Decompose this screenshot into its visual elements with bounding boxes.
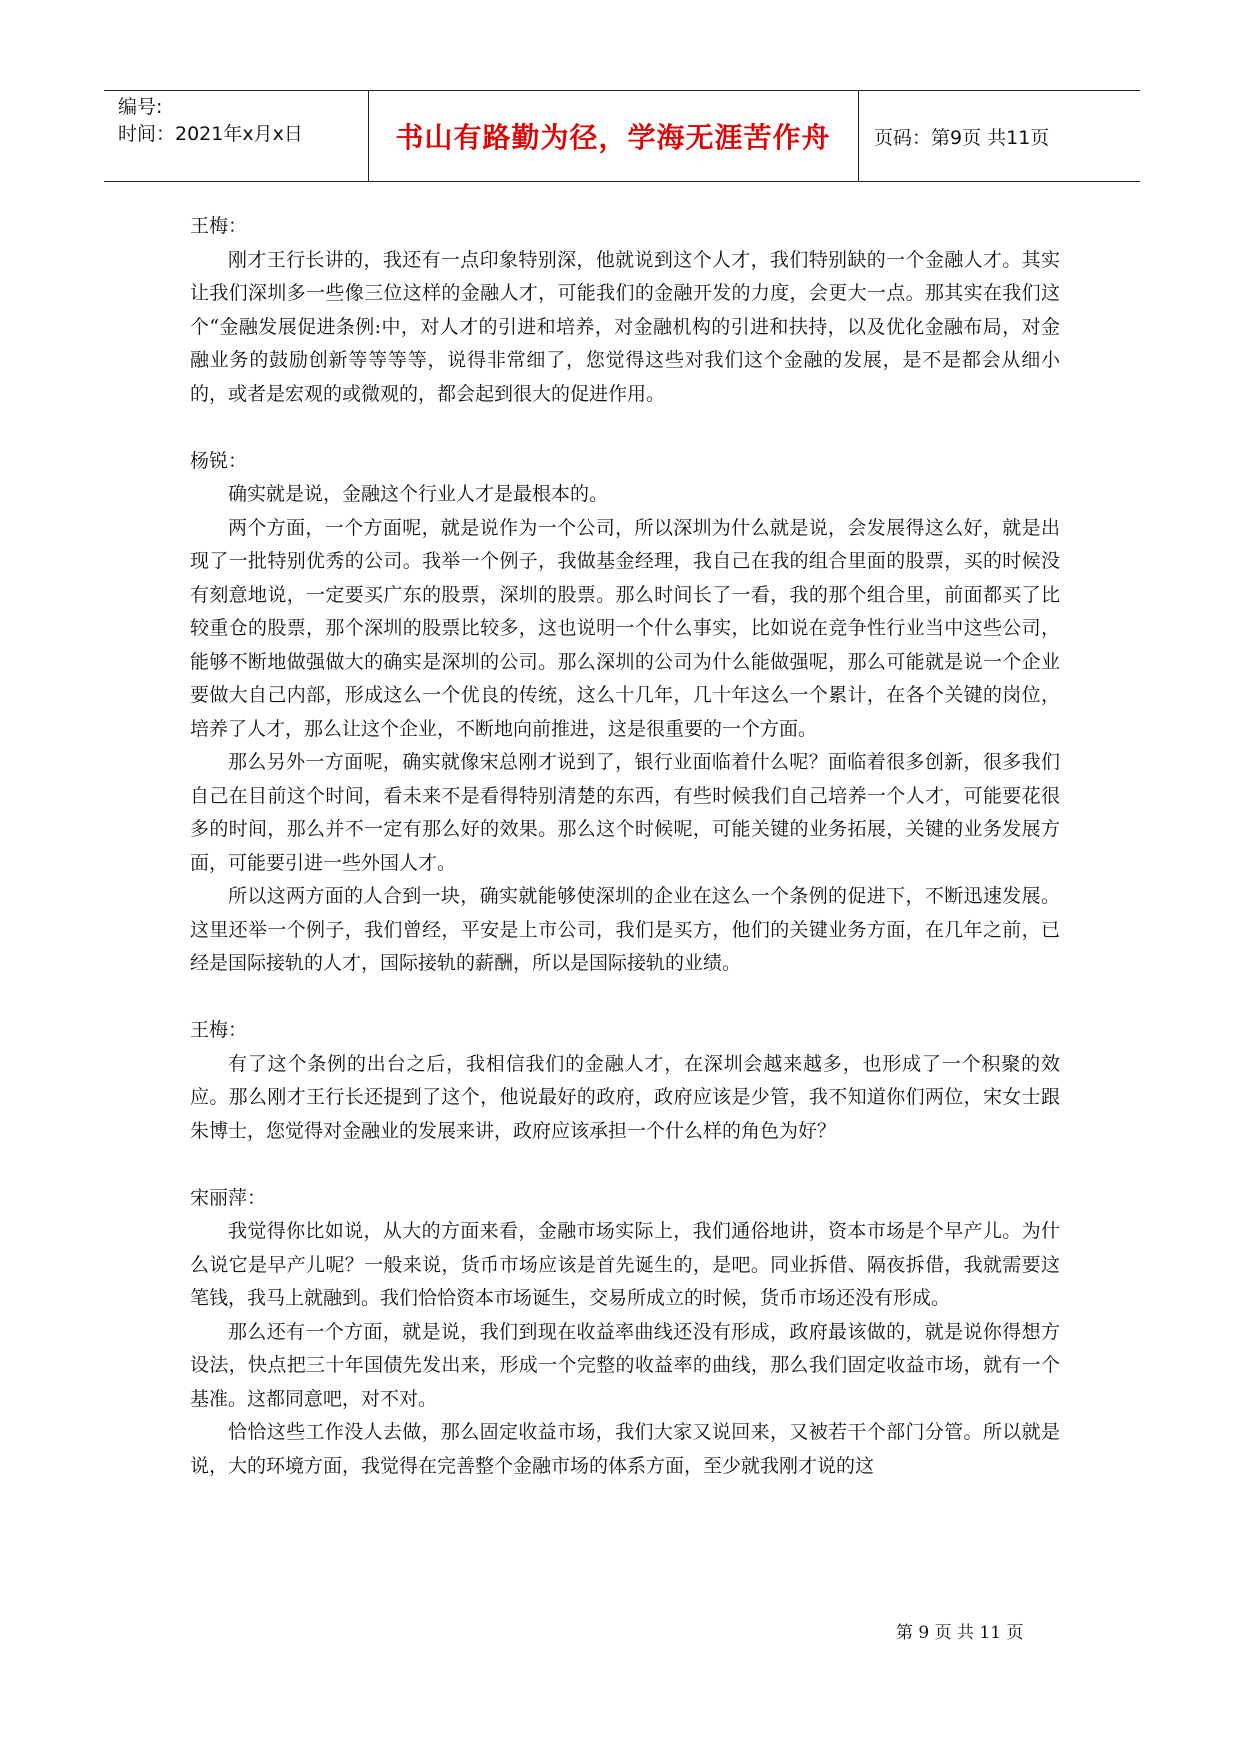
paragraph: 那么还有一个方面，就是说，我们到现在收益率曲线还没有形成，政府最该做的，就是说你得想方设法，快点把三十年国债先发出来，形成一个完整的收益率的曲线，那么我们固定收益市场，就有一个基准。这都同意吧，对不对。: [190, 1320, 1060, 1410]
header-meta: [118, 94, 303, 148]
paragraph: 我觉得你比如说，从大的方面来看，金融市场实际上，我们通俗地讲，资本市场是个早产儿。为什么说它是早产儿呢？一般来说，货币市场应该是首先诞生的，是吧。同业拆借、隔夜拆借，我就需要这笔钱，我马上就融到。我们恰恰资本市场诞生，交易所成立的时候，货币市场还没有形成。: [190, 1220, 1060, 1309]
paragraph: 恰恰这些工作没人去做，那么固定收益市场，我们大家又说回来，又被若干个部门分管。所以就是说，大的环境方面，我觉得在完善整个金融市场的体系方面，至少就我刚才说的这: [190, 1421, 1060, 1477]
dialogue-section: [190, 210, 1060, 411]
paragraph: 确实就是说，金融这个行业人才是最根本的。: [228, 483, 609, 505]
dialogue-section: [190, 445, 1060, 981]
speaker-name: 宋丽萍：: [190, 1186, 267, 1209]
page-header: [104, 90, 1140, 182]
header-page-info: 页码：第9页 共11页: [874, 126, 1050, 149]
document-body: [190, 210, 1060, 1483]
paragraph: 所以这两方面的人合到一块，确实就能够使深圳的企业在这么一个条例的促进下，不断迅速发展。这里还举一个例子，我们曾经，平安是上市公司，我们是买方，他们的关键业务方面，在几年之前，已经是国际接轨的人才，国际接轨的薪酬，所以是国际接轨的业绩。: [190, 885, 1060, 974]
paragraph: 有了这个条例的出台之后，我相信我们的金融人才，在深圳会越来越多，也形成了一个积聚的效应。那么刚才王行长还提到了这个，他说最好的政府，政府应该是少管，我不知道你们两位，宋女士跟朱博士，您觉得对金融业的发展来讲，政府应该承担一个什么样的角色为好？: [190, 1052, 1060, 1142]
paragraph: 刚才王行长讲的，我还有一点印象特别深，他就说到这个人才，我们特别缺的一个金融人才。其实让我们深圳多一些像三位这样的金融人才，可能我们的金融开发的力度，会更大一点。那其实在我们这个“金融发展促进条例:中，对人才的引进和培养，对金融机构的引进和扶持，以及优化金融布局，对金融业务的鼓励创新等等等等，说得非常细了，您觉得这些对我们这个金融的发展，是不是都会从细小的，或者是宏观的或微观的，都会起到很大的促进作用。: [190, 248, 1060, 405]
header-number-label: 编号:: [118, 96, 163, 118]
dialogue-section: [190, 1182, 1060, 1484]
dialogue-section: [190, 1014, 1060, 1148]
paragraph: 那么另外一方面呢，确实就像宋总刚才说到了，银行业面临着什么呢？面临着很多创新，很多我们自己在目前这个时间，看未来不是看得特别清楚的东西，有些时候我们自己培养一个人才，可能要花很多的时间，那么并不一定有那么好的效果。那么这个时候呢，可能关键的业务拓展，关键的业务发展方面，可能要引进一些外国人才。: [190, 751, 1060, 874]
header-divider: [858, 90, 859, 182]
speaker-name: 王梅：: [190, 215, 248, 237]
header-motto: 书山有路勤为径，学海无涯苦作舟: [395, 121, 831, 154]
page-footer: 第 9 页 共 11 页: [896, 1623, 1024, 1643]
header-time-label: 时间：2021年x月x日: [118, 123, 303, 145]
speaker-name: 杨锐：: [190, 449, 248, 472]
paragraph: 两个方面，一个方面呢，就是说作为一个公司，所以深圳为什么就是说，会发展得这么好，就是出现了一批特别优秀的公司。我举一个例子，我做基金经理，我自己在我的组合里面的股票，买的时候没有刻意地说，一定要买广东的股票，深圳的股票。那么时间长了一看，我的那个组合里，前面都买了比较重仓的股票，那个深圳的股票比较多，这也说明一个什么事实，比如说在竞争性行业当中这些公司，能够不断地做强做大的确实是深圳的公司。那么深圳的公司为什么能做强呢，那么可能就是说一个企业要做大自己内部，形成这么一个优良的传统，这么十几年，几十年这么一个累计，在各个关键的岗位，培养了人才，那么让这个企业，不断地向前推进，这是很重要的一个方面。: [190, 516, 1060, 740]
speaker-name: 王梅：: [190, 1019, 248, 1041]
